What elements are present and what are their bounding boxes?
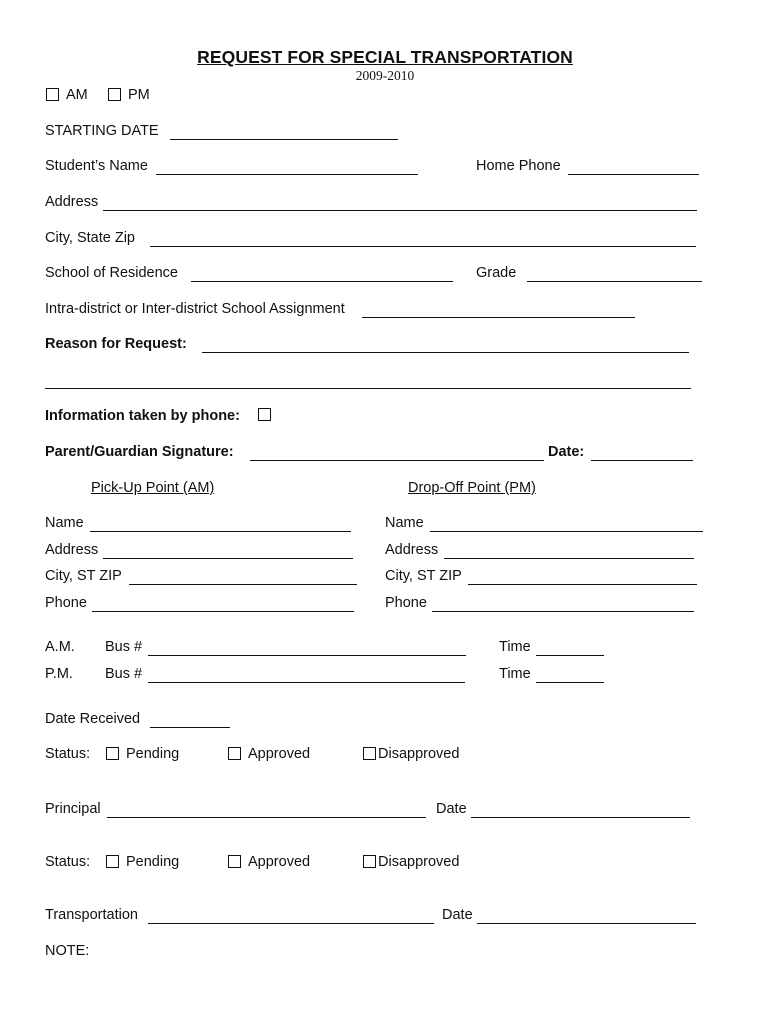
transportation-date-line[interactable] — [477, 923, 696, 924]
am-bus-number-line[interactable] — [148, 655, 466, 656]
dropoff-address-label: Address — [385, 542, 439, 558]
pm-label: PM — [128, 87, 150, 103]
grade-line[interactable] — [527, 281, 702, 282]
school-residence-line[interactable] — [191, 281, 453, 282]
reason-label: Reason for Request: — [45, 336, 187, 352]
transportation-date-label: Date — [442, 907, 473, 923]
school-residence-label: School of Residence — [45, 265, 178, 281]
form-title: REQUEST FOR SPECIAL TRANSPORTATION — [197, 47, 573, 67]
pending-checkbox-1[interactable] — [106, 747, 119, 760]
am-time-label: Time — [499, 639, 531, 655]
pm-bus-number-line[interactable] — [148, 682, 465, 683]
reason-line-1[interactable] — [202, 352, 689, 353]
parent-signature-label: Parent/Guardian Signature: — [45, 444, 234, 460]
city-state-zip-label: City, State Zip — [45, 230, 135, 246]
pickup-address-label: Address — [45, 542, 99, 558]
address-label: Address — [45, 194, 99, 210]
dropoff-phone-label: Phone — [385, 595, 427, 611]
pickup-name-line[interactable] — [90, 531, 351, 532]
am-bus-label: A.M. — [45, 639, 75, 655]
dropoff-address-line[interactable] — [444, 558, 694, 559]
am-time-line[interactable] — [536, 655, 604, 656]
home-phone-label: Home Phone — [476, 158, 561, 174]
dropoff-city-line[interactable] — [468, 584, 697, 585]
parent-signature-line[interactable] — [250, 460, 544, 461]
grade-label: Grade — [476, 265, 517, 281]
pm-time-line[interactable] — [536, 682, 604, 683]
principal-label: Principal — [45, 801, 101, 817]
approved-checkbox-1[interactable] — [228, 747, 241, 760]
pickup-name-label: Name — [45, 515, 84, 531]
pending-checkbox-2[interactable] — [106, 855, 119, 868]
info-by-phone-label: Information taken by phone: — [45, 408, 240, 424]
status-label-2: Status: — [45, 854, 91, 870]
disapproved-checkbox-1[interactable] — [363, 747, 376, 760]
pm-bus-label: P.M. — [45, 666, 73, 682]
status-label-1: Status: — [45, 746, 91, 762]
starting-date-label: STARTING DATE — [45, 123, 159, 139]
pending-label-2: Pending — [126, 854, 180, 870]
principal-date-label: Date — [436, 801, 467, 817]
address-line[interactable] — [103, 210, 697, 211]
school-year: 2009-2010 — [355, 68, 415, 83]
am-bus-number-label: Bus # — [105, 639, 143, 655]
approved-label-2: Approved — [248, 854, 311, 870]
reason-line-2[interactable] — [45, 388, 691, 389]
pickup-city-label: City, ST ZIP — [45, 568, 122, 584]
pickup-heading: Pick-Up Point (AM) — [91, 480, 215, 496]
transportation-label: Transportation — [45, 907, 138, 923]
signature-date-line[interactable] — [591, 460, 693, 461]
disapproved-label-1: Disapproved — [378, 746, 460, 762]
transportation-line[interactable] — [148, 923, 434, 924]
date-received-line[interactable] — [150, 727, 230, 728]
signature-date-label: Date: — [548, 444, 585, 460]
dropoff-heading: Drop-Off Point (PM) — [408, 480, 536, 496]
pm-bus-number-label: Bus # — [105, 666, 143, 682]
pickup-phone-label: Phone — [45, 595, 87, 611]
school-assignment-line[interactable] — [362, 317, 635, 318]
student-name-line[interactable] — [156, 174, 418, 175]
pickup-city-line[interactable] — [129, 584, 357, 585]
am-label: AM — [66, 87, 88, 103]
principal-date-line[interactable] — [471, 817, 690, 818]
pickup-address-line[interactable] — [103, 558, 353, 559]
approved-checkbox-2[interactable] — [228, 855, 241, 868]
school-assignment-label: Intra-district or Inter-district School Assignment — [45, 301, 345, 317]
starting-date-line[interactable] — [170, 139, 398, 140]
principal-line[interactable] — [107, 817, 426, 818]
dropoff-name-label: Name — [385, 515, 424, 531]
approved-label-1: Approved — [248, 746, 311, 762]
date-received-label: Date Received — [45, 711, 141, 727]
disapproved-label-2: Disapproved — [378, 854, 460, 870]
note-label: NOTE: — [45, 943, 90, 959]
student-name-label: Student’s Name — [45, 158, 148, 174]
info-by-phone-checkbox[interactable] — [258, 408, 271, 421]
pm-time-label: Time — [499, 666, 531, 682]
am-checkbox[interactable] — [46, 88, 59, 101]
disapproved-checkbox-2[interactable] — [363, 855, 376, 868]
pickup-phone-line[interactable] — [92, 611, 354, 612]
pending-label-1: Pending — [126, 746, 180, 762]
dropoff-city-label: City, ST ZIP — [385, 568, 462, 584]
dropoff-phone-line[interactable] — [432, 611, 694, 612]
home-phone-line[interactable] — [568, 174, 699, 175]
dropoff-name-line[interactable] — [430, 531, 703, 532]
pm-checkbox[interactable] — [108, 88, 121, 101]
city-state-zip-line[interactable] — [150, 246, 696, 247]
